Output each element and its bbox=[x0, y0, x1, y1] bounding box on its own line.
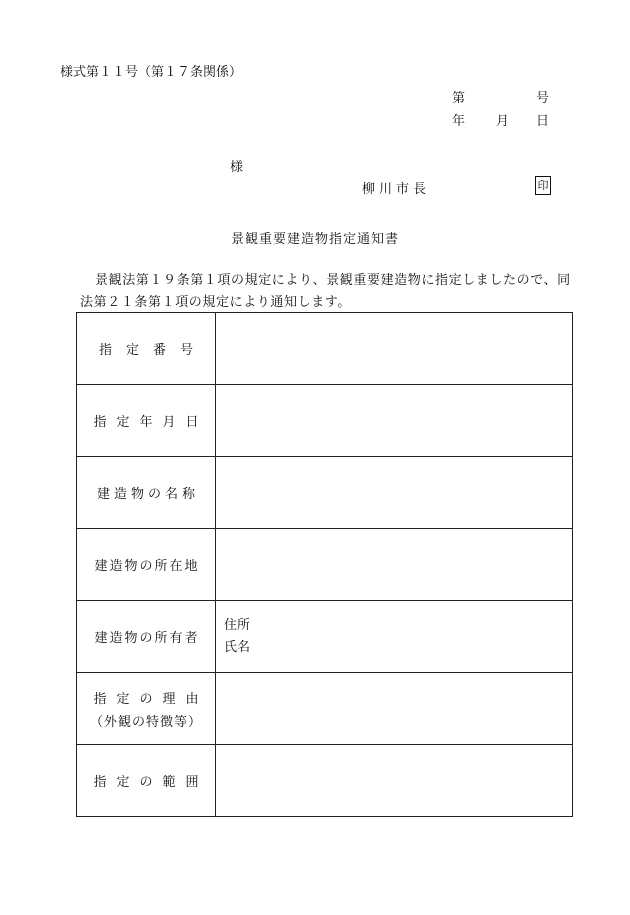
table-row bbox=[77, 745, 573, 817]
row-label: 建造物の所有者 bbox=[94, 631, 200, 646]
row-value-cell[interactable] bbox=[216, 673, 573, 745]
issuer-name: 柳川市長 bbox=[362, 182, 431, 197]
document-number-suffix: 号 bbox=[536, 91, 550, 106]
row-label: 指定番号 bbox=[98, 343, 207, 358]
table-row bbox=[77, 313, 573, 385]
row-label: 指定の理由 bbox=[93, 691, 209, 707]
date-year-label: 年 bbox=[452, 114, 466, 129]
row-value-cell[interactable] bbox=[216, 745, 573, 817]
form-number: 様式第１１号（第１７条関係） bbox=[60, 65, 243, 80]
row-label-cell bbox=[77, 457, 216, 529]
date-month-label: 月 bbox=[496, 114, 510, 129]
table-row bbox=[77, 385, 573, 457]
row-label: 建造物の所在地 bbox=[94, 559, 200, 574]
designation-info-table bbox=[76, 312, 573, 817]
table-row bbox=[77, 457, 573, 529]
row-label-cell bbox=[77, 745, 216, 817]
row-label: 指定の範囲 bbox=[93, 775, 209, 790]
row-label: 指定年月日 bbox=[93, 415, 209, 430]
row-sub-label: （外観の特徴等） bbox=[89, 714, 202, 730]
table-row bbox=[77, 529, 573, 601]
row-label: 建造物の名称 bbox=[96, 487, 199, 502]
row-label-cell bbox=[77, 601, 216, 673]
row-value-cell[interactable] bbox=[216, 385, 573, 457]
row-label-cell bbox=[77, 313, 216, 385]
table-row bbox=[77, 673, 573, 745]
row-label-cell bbox=[77, 529, 216, 601]
row-value-cell[interactable] bbox=[216, 313, 573, 385]
owner-address-label: 住所 bbox=[224, 617, 251, 633]
row-value-cell[interactable] bbox=[216, 457, 573, 529]
row-value-cell[interactable] bbox=[216, 529, 573, 601]
date-day-label: 日 bbox=[536, 114, 550, 129]
owner-name-label: 氏名 bbox=[224, 639, 251, 655]
table-row bbox=[77, 601, 573, 673]
body-text: 景観法第１９条第１項の規定により、景観重要建造物に指定しましたので、同法第２１条第１項の規定により通知します。 bbox=[80, 273, 571, 310]
row-label-cell bbox=[77, 673, 216, 745]
document-number-label: 第 bbox=[452, 91, 466, 106]
addressee-honorific: 様 bbox=[230, 160, 244, 175]
document-title: 景観重要建造物指定通知書 bbox=[230, 232, 399, 247]
row-label-cell bbox=[77, 385, 216, 457]
row-value-cell[interactable] bbox=[216, 601, 573, 673]
seal-stamp: 印 bbox=[535, 176, 551, 195]
